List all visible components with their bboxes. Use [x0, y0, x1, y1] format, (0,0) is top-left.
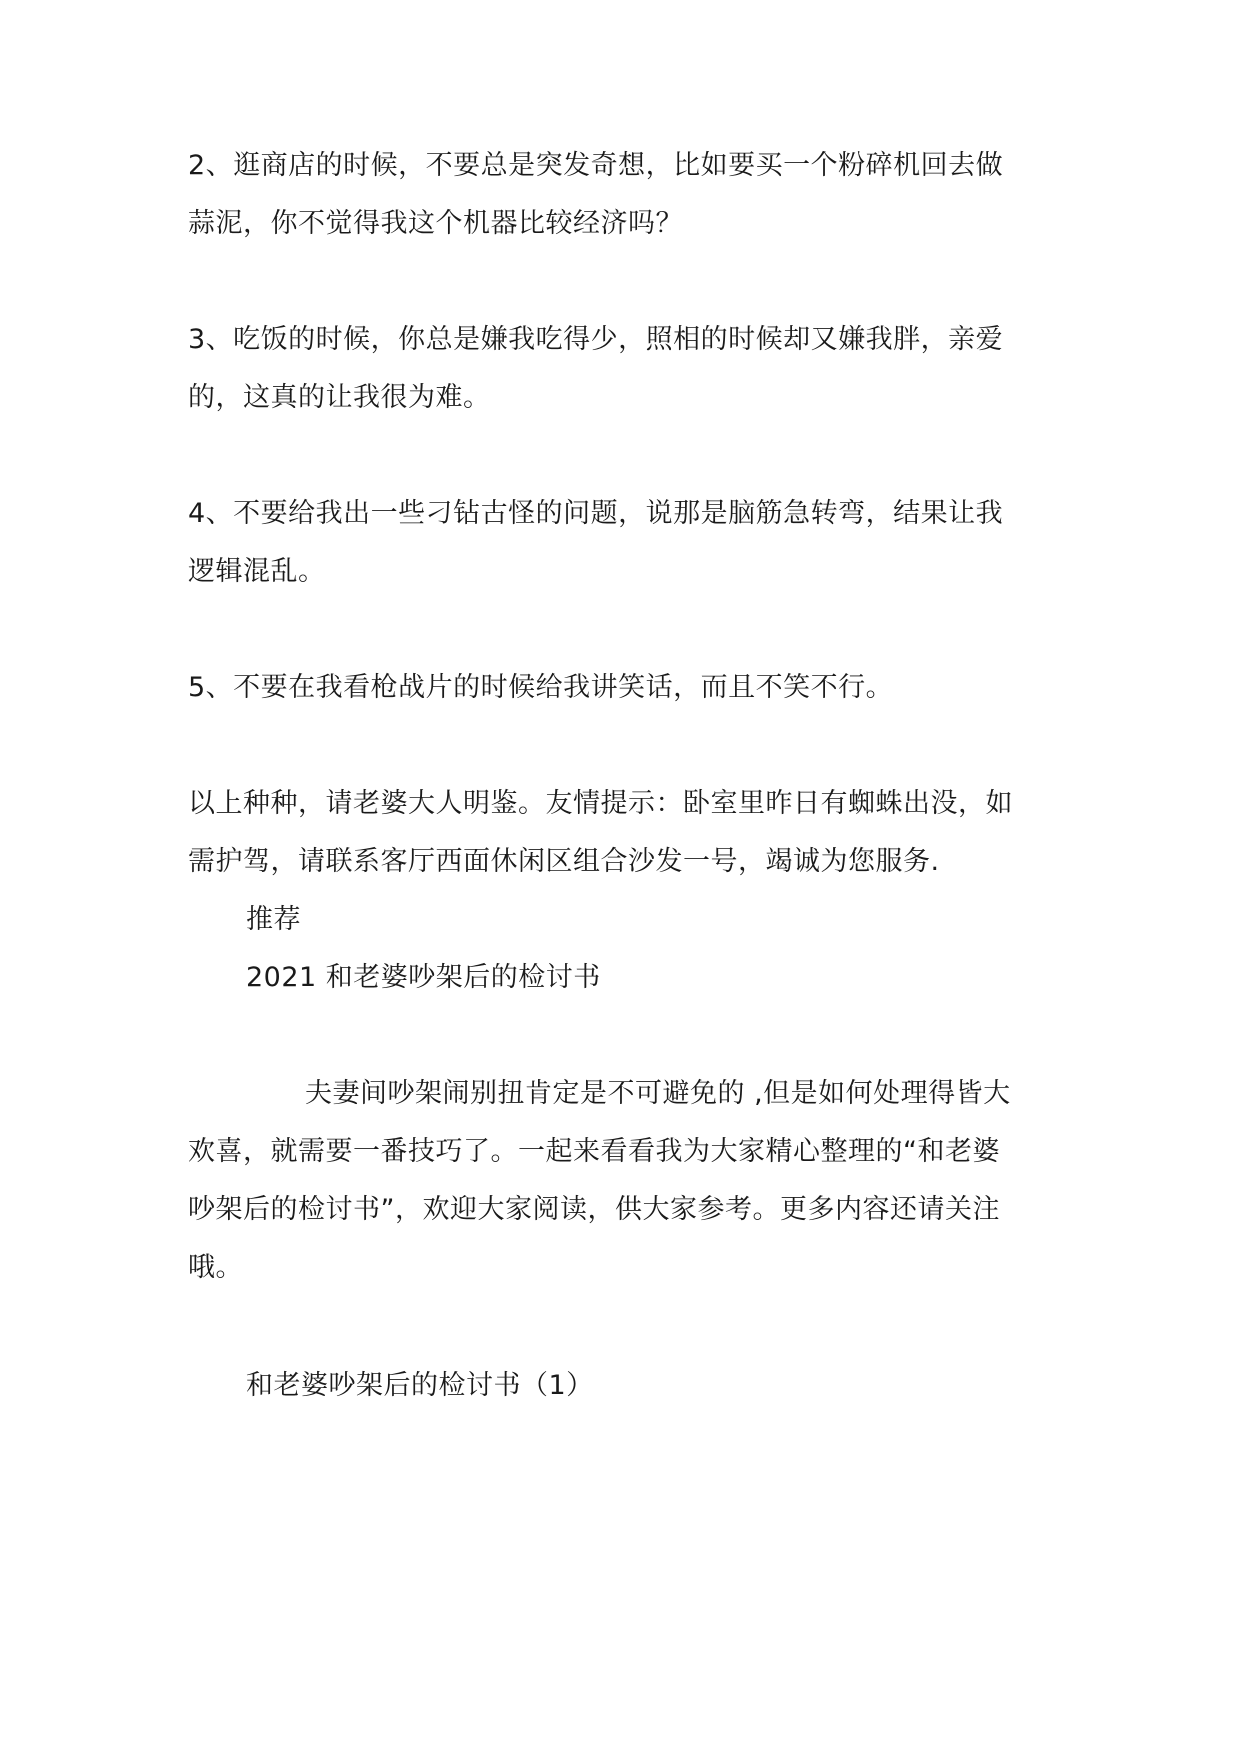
intro-line-1: 夫妻间吵架闹别扭肯定是不可避免的 ,但是如何处理得皆大 [305, 1078, 1011, 1109]
section-heading: 和老婆吵架后的检讨书（1） [246, 1370, 594, 1401]
item-4-line-1: 4、不要给我出一些刁钻古怪的问题，说那是脑筋急转弯，结果让我 [188, 498, 1004, 529]
item-3-line-2: 的，这真的让我很为难。 [188, 382, 491, 413]
recommend-label: 推荐 [246, 904, 301, 935]
intro-line-4: 哦。 [188, 1252, 243, 1283]
closing-line-1: 以上种种，请老婆大人明鉴。友情提示：卧室里昨日有蜘蛛出没，如 [188, 788, 1013, 819]
closing-line-2: 需护驾，请联系客厅西面休闲区组合沙发一号，竭诚为您服务. [188, 846, 940, 877]
item-4-line-2: 逻辑混乱。 [188, 556, 326, 587]
intro-line-2: 欢喜，就需要一番技巧了。一起来看看我为大家精心整理的“和老婆 [188, 1136, 1000, 1167]
item-2-line-1: 2、逛商店的时候，不要总是突发奇想，比如要买一个粉碎机回去做 [188, 150, 1004, 181]
intro-line-3: 吵架后的检讨书”，欢迎大家阅读，供大家参考。更多内容还请关注 [188, 1194, 1000, 1225]
item-5-line-1: 5、不要在我看枪战片的时候给我讲笑话，而且不笑不行。 [188, 672, 894, 703]
item-3-line-1: 3、吃饭的时候，你总是嫌我吃得少，照相的时候却又嫌我胖，亲爱 [188, 324, 1004, 355]
item-2-line-2: 蒜泥，你不觉得我这个机器比较经济吗？ [188, 208, 683, 239]
recommend-title: 2021 和老婆吵架后的检讨书 [246, 962, 601, 993]
